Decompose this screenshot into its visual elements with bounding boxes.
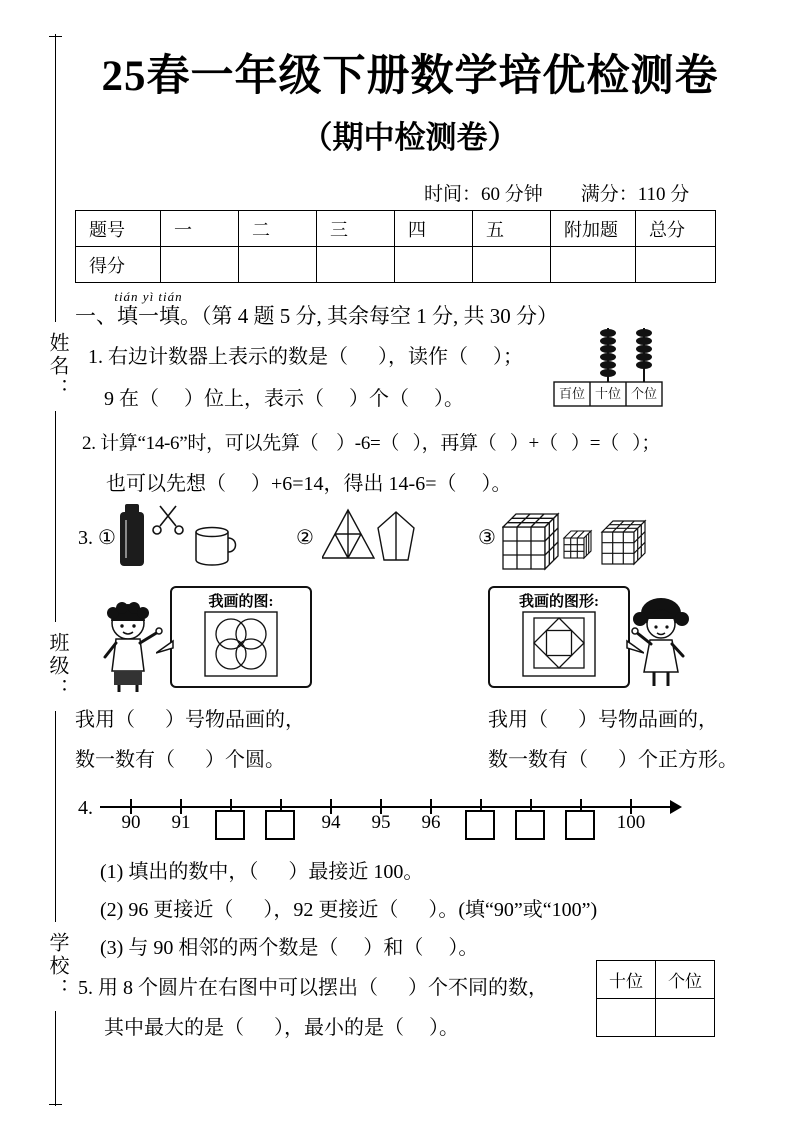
abacus-beads-ones: [636, 329, 652, 369]
thermos-scissors-cup-figure: [114, 500, 242, 572]
abacus-figure: [552, 324, 664, 410]
folded-shape: [378, 512, 414, 560]
q4-sub2: (2) 96 更接近（ ），92 更接近（ ）。(填“90”或“100”): [100, 899, 598, 921]
triangle-grid-lines: [335, 510, 361, 558]
speech-bubble-right: [488, 586, 630, 688]
q4-sub1: (1) 填出的数中，（ ）最接近 100。: [100, 861, 424, 883]
scissors-icon: [153, 506, 183, 534]
q5-line1: 5. 用 8 个圆片在右图中可以摆出（ ）个不同的数，: [78, 977, 548, 999]
medium-cube: [602, 521, 645, 564]
number-fill-box: [465, 810, 495, 840]
score-blank-cell: [395, 247, 473, 283]
tick-label: 100: [616, 812, 646, 833]
score-label-cell: 得分: [76, 247, 161, 283]
score-header-cell: 一: [161, 211, 239, 247]
bubble-right-title: 我画的图形:: [519, 594, 599, 610]
squares-drawing: [522, 611, 596, 677]
score-blank-cell: [473, 247, 551, 283]
score-blank-cell: [551, 247, 636, 283]
small-cube: [564, 531, 591, 558]
q2-line2: 也可以先想（ ）+6=14，得出 14-6=（ ）。: [106, 473, 512, 495]
margin-tick-bottom: [49, 1104, 62, 1105]
hundreds-place-label: 百位: [558, 386, 586, 401]
score-table-header-row: [76, 211, 716, 247]
circles-drawing: [204, 611, 278, 677]
tick-label: 94: [321, 812, 341, 833]
abacus-place-labels: [559, 386, 657, 401]
score-header-cell: 四: [395, 211, 473, 247]
tick-label: 91: [171, 812, 191, 833]
tens-place-label: 十位: [594, 386, 622, 401]
q4-sub3: (3) 与 90 相邻的两个数是（ ）和（ ）。: [100, 937, 479, 959]
score-header-cell: 题号: [76, 211, 161, 247]
number-fill-box: [265, 810, 295, 840]
q3-right-answer-line1: 我用（ ）号物品画的，: [488, 709, 718, 731]
number-fill-box: [565, 810, 595, 840]
q1-line1: 1. 右边计数器上表示的数是（ ），读作（ ）；: [88, 346, 523, 368]
q3-item3-label: ③: [478, 527, 496, 549]
triangle-shapes-figure: [322, 506, 418, 568]
tick-label: 90: [121, 812, 141, 833]
place-value-header-row: [597, 961, 715, 999]
number-fill-box: [215, 810, 245, 840]
score-header-cell: 五: [473, 211, 551, 247]
score-table: [75, 210, 716, 283]
bubble-tail-icon: [156, 638, 174, 656]
q1-line2: 9 在（ ）位上，表示（ ）个（ ）。: [104, 388, 464, 410]
q2-line1: 2. 计算“14-6”时，可以先算（ ）-6=（ ），再算（ ）+（ ）=（ ）；: [82, 433, 661, 454]
large-cube: [503, 514, 558, 569]
number-line-axis: [100, 806, 672, 808]
q3-right-answer-line2: 数一数有（ ）个正方形。: [488, 749, 738, 771]
ones-blank-cell: [656, 999, 715, 1037]
q3-left-answer-line1: 我用（ ）号物品画的，: [75, 709, 305, 731]
score-header-cell: 三: [317, 211, 395, 247]
q4-label: 4.: [78, 797, 93, 819]
q3-item1-label: 3. ①: [78, 527, 116, 549]
thermos-icon: [120, 504, 144, 566]
cubes-figure: [502, 500, 662, 572]
q3-left-answer-line2: 数一数有（ ）个圆。: [75, 749, 285, 771]
tick-label: 96: [421, 812, 441, 833]
time-score-info: 时间：60 分钟 满分：110 分: [424, 184, 690, 205]
tens-blank-cell: [597, 999, 656, 1037]
cup-icon: [196, 528, 236, 566]
place-value-blank-row: [597, 999, 715, 1037]
paper-title: 25春一年级下册数学培优检测卷: [101, 53, 719, 100]
abacus-beads-tens: [600, 329, 616, 377]
score-blank-cell: [317, 247, 395, 283]
ones-place-label: 个位: [630, 386, 658, 401]
girl-character: [626, 588, 696, 696]
score-blank-cell: [636, 247, 716, 283]
tens-column-header: 十位: [597, 961, 656, 999]
number-line-arrow-icon: [670, 800, 682, 814]
score-header-cell: 二: [239, 211, 317, 247]
place-value-table: [596, 960, 715, 1037]
section-1-heading: [75, 289, 558, 329]
bubble-left-title: 我画的图:: [208, 594, 274, 610]
paper-subtitle: （期中检测卷）: [301, 120, 519, 155]
score-blank-cell: [161, 247, 239, 283]
q5-line2: 其中最大的是（ ），最小的是（ ）。: [104, 1017, 459, 1039]
score-header-cell: 总分: [636, 211, 716, 247]
margin-tick-top: [49, 36, 62, 37]
q3-item2-label: ②: [296, 527, 314, 549]
name-field-label: 姓名：: [43, 322, 72, 411]
section-score-note: 。（第 4 题 5 分, 其余每空 1 分, 共 30 分）: [180, 304, 558, 328]
score-blank-cell: [239, 247, 317, 283]
speech-bubble-left: [170, 586, 312, 688]
class-field-label: 班级：: [43, 622, 72, 711]
tian-text: 填一填: [117, 304, 180, 328]
score-header-cell: 附加题: [551, 211, 636, 247]
tian-yi-tian: [114, 289, 183, 329]
ones-column-header: 个位: [656, 961, 715, 999]
number-fill-box: [515, 810, 545, 840]
score-table-score-row: [76, 247, 716, 283]
section-number: 一、: [75, 304, 117, 328]
pinyin-annotation: tián yì tián: [114, 289, 183, 304]
number-line-figure: [100, 788, 685, 850]
tick-label: 95: [371, 812, 391, 833]
school-field-label: 学校：: [43, 922, 72, 1011]
